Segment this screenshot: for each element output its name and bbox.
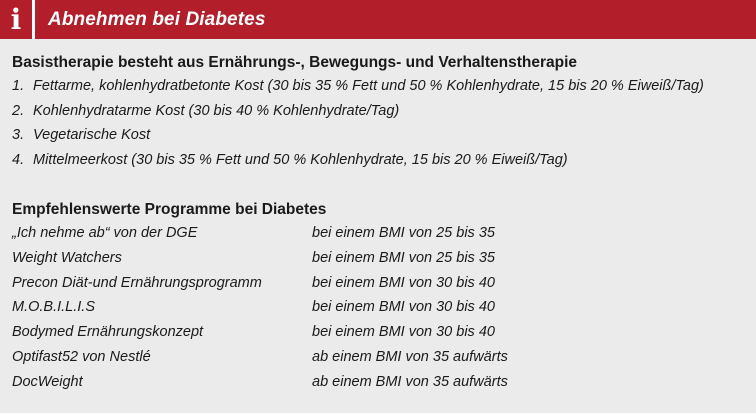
list-item	[12, 74, 748, 99]
program-criterion: bei einem BMI von 25 bis 35	[312, 249, 495, 266]
list-item-text: Kohlenhydratarme Kost (30 bis 40 % Kohlenhydrate/Tag)	[33, 102, 400, 119]
table-row	[12, 370, 748, 395]
list-item-number: 4.	[12, 151, 25, 168]
program-criterion: bei einem BMI von 30 bis 40	[312, 324, 495, 341]
program-name: Precon Diät-und Ernährungsprogramm	[12, 274, 262, 291]
table-row	[12, 271, 748, 296]
program-criterion: ab einem BMI von 35 aufwärts	[312, 348, 508, 365]
program-criterion: bei einem BMI von 30 bis 40	[312, 274, 495, 291]
program-name: Weight Watchers	[12, 249, 122, 266]
table-row	[12, 246, 748, 271]
list-item	[12, 99, 748, 124]
info-icon-glyph: i	[10, 2, 22, 36]
panel-content	[12, 52, 748, 395]
panel-title: Abnehmen bei Diabetes	[48, 8, 266, 30]
list-item-text: Mittelmeerkost (30 bis 35 % Fett und 50 % Kohlenhydrate, 15 bis 20 % Eiweiß/Tag)	[33, 151, 568, 168]
table-row	[12, 221, 748, 246]
program-name: Bodymed Ernährungskonzept	[12, 324, 204, 341]
list-item	[12, 148, 748, 173]
list-item	[12, 123, 748, 148]
table-row	[12, 295, 748, 320]
programs-table	[12, 221, 748, 395]
program-name: M.O.B.I.L.I.S	[12, 299, 95, 316]
table-row	[12, 345, 748, 370]
therapy-list	[12, 74, 748, 172]
info-icon	[0, 0, 32, 39]
program-name: Optifast52 von Nestlé	[12, 348, 151, 365]
header-divider	[32, 0, 35, 39]
list-item-number: 3.	[12, 127, 25, 143]
list-item-number: 2.	[12, 102, 25, 119]
list-item-text: Fettarme, kohlenhydratbetonte Kost (30 bis 35 % Fett und 50 % Kohlenhydrate, 15 bis 20 % Eiweiß/Tag)	[33, 78, 704, 94]
program-name: „Ich nehme ab“ von der DGE	[12, 225, 198, 241]
program-criterion: bei einem BMI von 25 bis 35	[312, 225, 495, 241]
table-row	[12, 320, 748, 345]
panel-header	[0, 0, 756, 39]
program-name: DocWeight	[12, 373, 83, 390]
program-criterion: ab einem BMI von 35 aufwärts	[312, 373, 508, 390]
list-item-text: Vegetarische Kost	[33, 127, 151, 143]
program-criterion: bei einem BMI von 30 bis 40	[312, 299, 495, 316]
section-spacer	[12, 172, 748, 199]
list-item-number: 1.	[12, 78, 25, 94]
therapy-heading: Basistherapie besteht aus Ernährungs-, Bewegungs- und Verhaltenstherapie	[12, 54, 578, 71]
programs-heading: Empfehlenswerte Programme bei Diabetes	[12, 201, 327, 218]
